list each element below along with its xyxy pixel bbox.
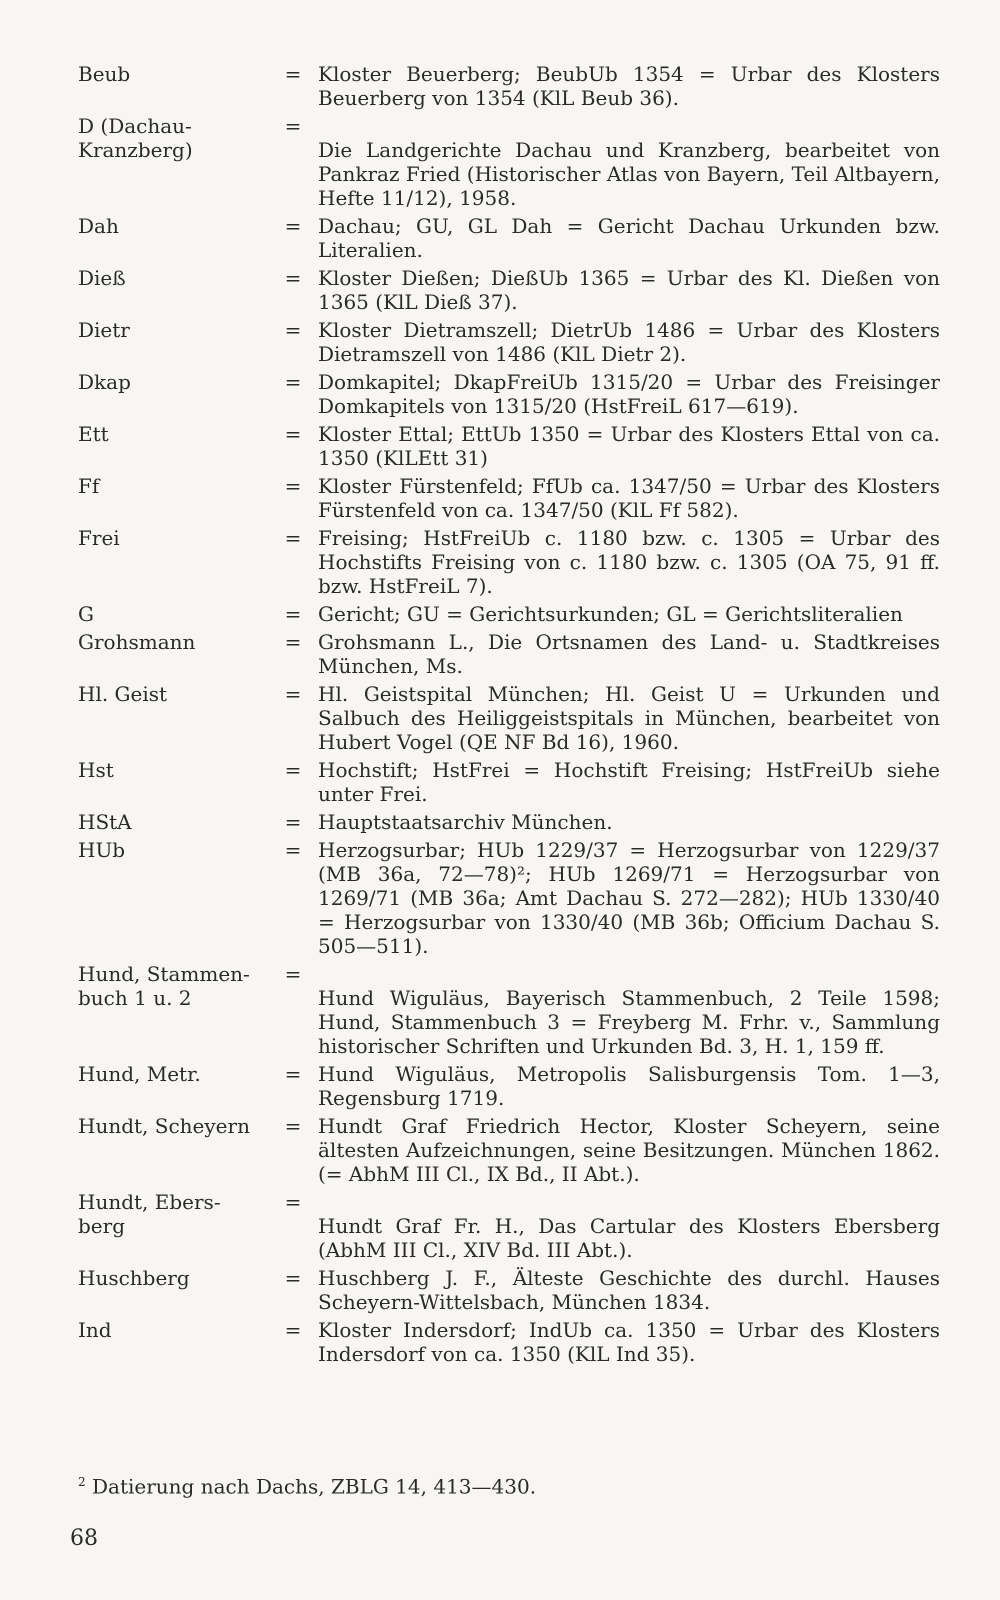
abbreviation-entry bbox=[70, 758, 940, 806]
abbreviation-entry bbox=[70, 962, 940, 1058]
abbreviation-definition: Gericht; GU = Gerichtsurkunden; GL = Gerichtsliteralien bbox=[318, 602, 903, 626]
abbreviation-term: G bbox=[78, 602, 94, 626]
equals-sign: = bbox=[284, 114, 302, 138]
abbreviation-entry bbox=[70, 630, 940, 678]
abbreviation-term: D (Dachau- Kranzberg) bbox=[78, 114, 193, 162]
abbreviation-definition: Herzogsurbar; HUb 1229/37 = Herzogsurbar von 1229/37 (MB 36a, 72—78)²; HUb 1269/71 = Herzogsurbar von 1269/71 (MB 36a; Amt Dachau S. 272—282); HUb 1330/40 = Herzogsurbar von 1330/40 (MB 36b; Officium Dachau S. 505—511). bbox=[318, 838, 940, 958]
abbreviation-definition: Hundt Graf Fr. H., Das Cartular des Klosters Ebersberg (AbhM III Cl., XIV Bd. III Abt.). bbox=[318, 1214, 940, 1262]
abbreviation-term: Dkap bbox=[78, 370, 131, 394]
equals-sign: = bbox=[284, 1114, 302, 1138]
abbreviation-term: Dietr bbox=[78, 318, 130, 342]
abbreviation-definition: Kloster Ettal; EttUb 1350 = Urbar des Klosters Ettal von ca. 1350 (KlLEtt 31) bbox=[318, 422, 940, 470]
abbreviation-definition: Domkapitel; DkapFreiUb 1315/20 = Urbar des Freisinger Domkapitels von 1315/20 (HstFreiL 617—619). bbox=[318, 370, 940, 418]
abbreviation-definition: Die Landgerichte Dachau und Kranzberg, bearbeitet von Pankraz Fried (Historischer Atlas von Bayern, Teil Altbayern, Hefte 11/12), 1958. bbox=[318, 138, 940, 210]
abbreviation-term: Frei bbox=[78, 526, 120, 550]
equals-sign: = bbox=[284, 62, 302, 86]
equals-sign: = bbox=[284, 838, 302, 862]
equals-sign: = bbox=[284, 1266, 302, 1290]
abbreviation-entry bbox=[70, 62, 940, 110]
abbreviation-term: Hund, Metr. bbox=[78, 1062, 201, 1086]
abbreviation-entry bbox=[70, 1114, 940, 1186]
abbreviation-entry bbox=[70, 1190, 940, 1262]
footnote-text: Datierung nach Dachs, ZBLG 14, 413—430. bbox=[92, 1474, 537, 1499]
abbreviation-term: HStA bbox=[78, 810, 132, 834]
equals-sign: = bbox=[284, 682, 302, 706]
abbreviation-term: Hl. Geist bbox=[78, 682, 168, 706]
abbreviation-entry bbox=[70, 838, 940, 958]
abbreviation-term: Dah bbox=[78, 214, 119, 238]
abbreviation-list bbox=[70, 62, 940, 1370]
abbreviation-entry bbox=[70, 114, 940, 210]
abbreviation-definition: Freising; HstFreiUb c. 1180 bzw. c. 1305 = Urbar des Hochstifts Freising von c. 1180 bzw. c. 1305 (OA 75, 91 ff. bzw. HstFreiL 7). bbox=[318, 526, 940, 598]
abbreviation-entry bbox=[70, 422, 940, 470]
page-number: 68 bbox=[70, 1526, 98, 1551]
abbreviation-term: Ff bbox=[78, 474, 100, 498]
abbreviation-definition: Hundt Graf Friedrich Hector, Kloster Scheyern, seine ältesten Aufzeichnungen, seine Besitzungen. München 1862. (= AbhM III Cl., IX Bd., II Abt.). bbox=[318, 1114, 940, 1186]
abbreviation-entry bbox=[70, 1062, 940, 1110]
equals-sign: = bbox=[284, 1062, 302, 1086]
abbreviation-term: Hundt, Scheyern bbox=[78, 1114, 250, 1138]
abbreviation-term: Ind bbox=[78, 1318, 112, 1342]
abbreviation-term: Dieß bbox=[78, 266, 126, 290]
abbreviation-definition: Kloster Beuerberg; BeubUb 1354 = Urbar des Klosters Beuerberg von 1354 (KlL Beub 36). bbox=[318, 62, 940, 110]
equals-sign: = bbox=[284, 422, 302, 446]
abbreviation-definition: Kloster Fürstenfeld; FfUb ca. 1347/50 = Urbar des Klosters Fürstenfeld von ca. 1347/50 (KlL Ff 582). bbox=[318, 474, 940, 522]
equals-sign: = bbox=[284, 266, 302, 290]
footnote bbox=[78, 1470, 938, 1499]
abbreviation-term: Hundt, Ebers- berg bbox=[78, 1190, 221, 1238]
abbreviation-term: Huschberg bbox=[78, 1266, 190, 1290]
abbreviation-entry bbox=[70, 1318, 940, 1366]
footnote-mark: 2 bbox=[78, 1475, 86, 1489]
abbreviation-entry bbox=[70, 810, 940, 834]
abbreviation-entry bbox=[70, 474, 940, 522]
equals-sign: = bbox=[284, 630, 302, 654]
abbreviation-definition: Huschberg J. F., Älteste Geschichte des durchl. Hauses Scheyern-Wittelsbach, München 1834. bbox=[318, 1266, 940, 1314]
abbreviation-definition: Hund Wiguläus, Metropolis Salisburgensis Tom. 1—3, Regensburg 1719. bbox=[318, 1062, 940, 1110]
equals-sign: = bbox=[284, 1190, 302, 1214]
equals-sign: = bbox=[284, 370, 302, 394]
abbreviation-term: Grohsmann bbox=[78, 630, 196, 654]
equals-sign: = bbox=[284, 602, 302, 626]
abbreviation-term: Ett bbox=[78, 422, 109, 446]
abbreviation-definition: Kloster Indersdorf; IndUb ca. 1350 = Urbar des Klosters Indersdorf von ca. 1350 (KlL Ind 35). bbox=[318, 1318, 940, 1366]
abbreviation-entry bbox=[70, 214, 940, 262]
abbreviation-definition: Hund Wiguläus, Bayerisch Stammenbuch, 2 Teile 1598; Hund, Stammenbuch 3 = Freyberg M. Frhr. v., Sammlung historischer Schriften und Urkunden Bd. 3, H. 1, 159 ff. bbox=[318, 986, 940, 1058]
abbreviation-definition: Grohsmann L., Die Ortsnamen des Land- u. Stadtkreises München, Ms. bbox=[318, 630, 940, 678]
abbreviation-entry bbox=[70, 318, 940, 366]
equals-sign: = bbox=[284, 810, 302, 834]
abbreviation-term: Beub bbox=[78, 62, 131, 86]
abbreviation-definition: Hauptstaatsarchiv München. bbox=[318, 810, 613, 834]
equals-sign: = bbox=[284, 318, 302, 342]
abbreviation-entry bbox=[70, 602, 940, 626]
abbreviation-definition: Hl. Geistspital München; Hl. Geist U = Urkunden und Salbuch des Heiliggeistspitals in München, bearbeitet von Hubert Vogel (QE NF Bd 16), 1960. bbox=[318, 682, 940, 754]
abbreviation-entry bbox=[70, 526, 940, 598]
equals-sign: = bbox=[284, 526, 302, 550]
equals-sign: = bbox=[284, 1318, 302, 1342]
abbreviation-entry bbox=[70, 370, 940, 418]
abbreviation-definition: Hochstift; HstFrei = Hochstift Freising; HstFreiUb siehe unter Frei. bbox=[318, 758, 940, 806]
equals-sign: = bbox=[284, 474, 302, 498]
equals-sign: = bbox=[284, 962, 302, 986]
abbreviation-definition: Dachau; GU, GL Dah = Gericht Dachau Urkunden bzw. Literalien. bbox=[318, 214, 940, 262]
abbreviation-term: HUb bbox=[78, 838, 126, 862]
abbreviation-entry bbox=[70, 682, 940, 754]
equals-sign: = bbox=[284, 214, 302, 238]
abbreviation-definition: Kloster Dießen; DießUb 1365 = Urbar des Kl. Dießen von 1365 (KlL Dieß 37). bbox=[318, 266, 940, 314]
abbreviation-entry bbox=[70, 1266, 940, 1314]
equals-sign: = bbox=[284, 758, 302, 782]
abbreviation-term: Hund, Stammen- buch 1 u. 2 bbox=[78, 962, 250, 1010]
abbreviation-definition: Kloster Dietramszell; DietrUb 1486 = Urbar des Klosters Dietramszell von 1486 (KlL Dietr 2). bbox=[318, 318, 940, 366]
abbreviation-entry bbox=[70, 266, 940, 314]
abbreviation-term: Hst bbox=[78, 758, 114, 782]
